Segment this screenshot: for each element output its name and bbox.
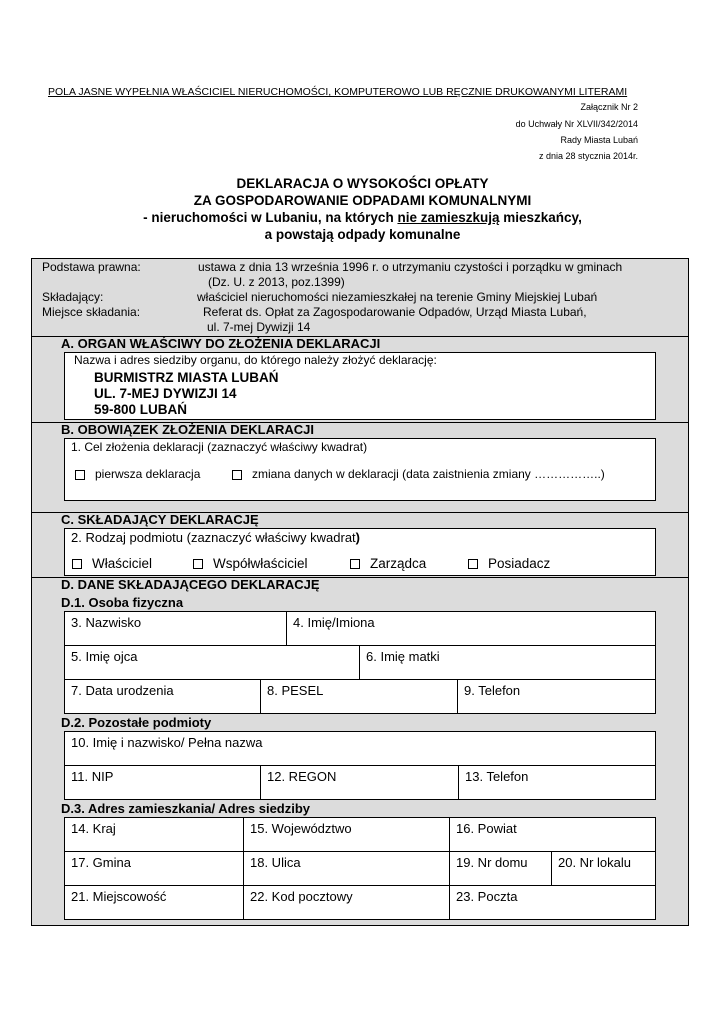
field-full-name[interactable]: 10. Imię i nazwisko/ Pełna nazwa [64, 731, 656, 766]
field-mother-name[interactable]: 6. Imię matki [359, 645, 656, 680]
section-c-heading: C. SKŁADAJĄCY DEKLARACJĘ [61, 512, 259, 527]
authority-name: BURMISTRZ MIASTA LUBAŃ [94, 370, 279, 385]
submission-place-text-2: ul. 7-mej Dywizji 14 [207, 320, 311, 334]
field-post-office[interactable]: 23. Poczta [449, 885, 656, 920]
checkbox-owner[interactable] [72, 559, 82, 569]
checkbox-manager[interactable] [350, 559, 360, 569]
title-line-2: ZA GOSPODAROWANIE ODPADAMI KOMUNALNYMI [193, 193, 532, 208]
option-co-owner[interactable]: Współwłaściciel [193, 556, 308, 571]
submitter-label: Składający: [42, 290, 104, 304]
annex-resolution: do Uchwały Nr XLVII/342/2014 [515, 119, 638, 129]
authority-label: Nazwa i adres siedziby organu, do którego należy złożyć deklarację: [74, 353, 437, 367]
checkbox-holder[interactable] [468, 559, 478, 569]
title-line-1: DEKLARACJA O WYSOKOŚCI OPŁATY [236, 176, 489, 191]
fill-instruction: POLA JASNE WYPEŁNIA WŁAŚCICIEL NIERUCHOMOŚCI, KOMPUTEROWO LUB RĘCZNIE DRUKOWANYMI LITERAMI [48, 86, 628, 98]
field-nip[interactable]: 11. NIP [64, 765, 261, 800]
option-owner[interactable]: Właściciel [72, 556, 152, 571]
option-manager[interactable]: Zarządca [350, 556, 426, 571]
field-father-name[interactable]: 5. Imię ojca [64, 645, 360, 680]
section-b-heading: B. OBOWIĄZEK ZŁOŻENIA DEKLARACJI [61, 422, 315, 437]
option-data-change[interactable]: zmiana danych w deklaracji (data zaistnienia zmiany ……………..) [232, 467, 605, 481]
authority-city: 59-800 LUBAŃ [94, 402, 188, 417]
purpose-field-label: 1. Cel złożenia deklaracji (zaznaczyć właściwy kwadrat) [71, 440, 368, 454]
submission-place-text: Referat ds. Opłat za Zagospodarowanie Odpadów, Urząd Miasta Lubań, [203, 305, 587, 319]
legal-basis-label: Podstawa prawna: [42, 260, 141, 274]
field-county[interactable]: 16. Powiat [449, 817, 656, 852]
authority-street: UL. 7-MEJ DYWIZJI 14 [94, 386, 237, 401]
title-line-3: - nieruchomości w Lubaniu, na których nie zamieszkują mieszkańcy, [143, 210, 582, 225]
submission-place-label: Miejsce składania: [42, 305, 141, 319]
field-regon[interactable]: 12. REGON [260, 765, 459, 800]
field-house-number[interactable]: 19. Nr domu [449, 851, 552, 886]
option-first-declaration[interactable]: pierwsza deklaracja [75, 467, 200, 481]
section-d1-heading: D.1. Osoba fizyczna [61, 595, 184, 610]
field-apartment-number[interactable]: 20. Nr lokalu [551, 851, 656, 886]
field-first-names[interactable]: 4. Imię/Imiona [286, 611, 656, 646]
field-phone-entity[interactable]: 13. Telefon [458, 765, 656, 800]
field-street[interactable]: 18. Ulica [243, 851, 450, 886]
title-line-4: a powstają odpady komunalne [264, 227, 461, 242]
field-pesel[interactable]: 8. PESEL [260, 679, 458, 714]
field-postal-code[interactable]: 22. Kod pocztowy [243, 885, 450, 920]
checkbox-first-declaration[interactable] [75, 470, 85, 480]
field-voivodeship[interactable]: 15. Województwo [243, 817, 450, 852]
field-surname[interactable]: 3. Nazwisko [64, 611, 287, 646]
annex-date: z dnia 28 stycznia 2014r. [538, 151, 638, 161]
title-emphasis: nie zamieszkują [397, 210, 500, 225]
field-commune[interactable]: 17. Gmina [64, 851, 244, 886]
section-a-heading: A. ORGAN WŁAŚCIWY DO ZŁOŻENIA DEKLARACJI [61, 336, 381, 351]
checkbox-co-owner[interactable] [193, 559, 203, 569]
field-locality[interactable]: 21. Miejscowość [64, 885, 244, 920]
section-d2-heading: D.2. Pozostałe podmioty [61, 715, 212, 730]
field-phone-person[interactable]: 9. Telefon [457, 679, 656, 714]
checkbox-data-change[interactable] [232, 470, 242, 480]
submitter-text: właściciel nieruchomości niezamieszkałej na terenie Gminy Miejskiej Lubań [197, 290, 598, 304]
legal-basis-text-2: (Dz. U. z 2013, poz.1399) [208, 275, 345, 289]
field-country[interactable]: 14. Kraj [64, 817, 244, 852]
legal-basis-text: ustawa z dnia 13 września 1996 r. o utrzymaniu czystości i porządku w gminach [198, 260, 623, 274]
field-birth-date[interactable]: 7. Data urodzenia [64, 679, 261, 714]
entity-type-label: 2. Rodzaj podmiotu (zaznaczyć właściwy kwadrat) [71, 530, 361, 545]
annex-council: Rady Miasta Lubań [560, 135, 638, 145]
annex-number: Załącznik Nr 2 [580, 102, 638, 112]
section-d-heading: D. DANE SKŁADAJĄCEGO DEKLARACJĘ [61, 577, 320, 592]
option-holder[interactable]: Posiadacz [468, 556, 550, 571]
section-d3-heading: D.3. Adres zamieszkania/ Adres siedziby [61, 801, 311, 816]
